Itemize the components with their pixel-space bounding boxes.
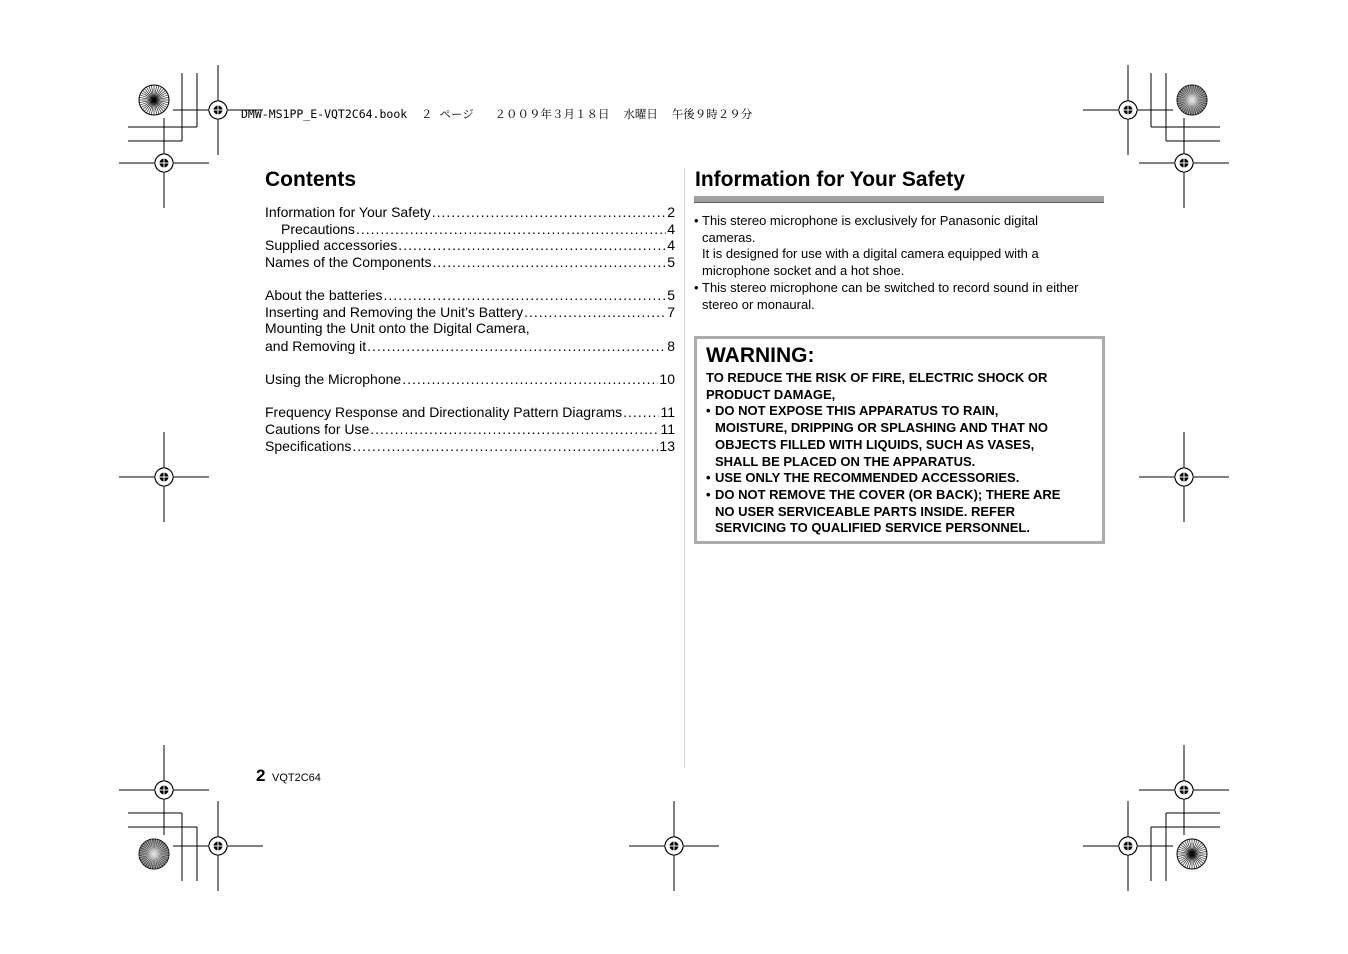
safety-bullet-1 (694, 213, 1109, 280)
warning-text-line: DO NOT REMOVE THE COVER (OR BACK); THERE ARE (715, 486, 1061, 502)
toc-item-supplied-accessories[interactable] (265, 237, 675, 254)
safety-text-line: cameras. (702, 229, 756, 245)
registration-mark-right-upper (1139, 118, 1229, 208)
warning-body (706, 370, 1098, 537)
warning-intro: PRODUCT DAMAGE, (706, 386, 836, 402)
bullet-icon: • (706, 486, 711, 502)
registration-mark-right-lower (1139, 745, 1229, 835)
safety-bullets (694, 213, 1109, 313)
toc-label: Names of the Components (265, 254, 432, 270)
warning-text-line: SERVICING TO QUALIFIED SERVICE PERSONNEL. (715, 520, 1030, 536)
toc-label: About the batteries (265, 287, 383, 303)
warning-item-3 (706, 487, 1098, 537)
toc-item-mounting-line1[interactable]: Mounting the Unit onto the Digital Camera, (265, 320, 530, 336)
warning-text-line: DO NOT EXPOSE THIS APPARATUS TO RAIN, (715, 403, 999, 419)
safety-text-line: stereo or monaural. (702, 296, 815, 312)
toc-page: 2 (667, 204, 675, 220)
print-header-weekday: 水曜日 (623, 107, 658, 121)
warning-text-line: USE ONLY THE RECOMMENDED ACCESSORIES. (715, 470, 1020, 486)
toc-page: 11 (660, 404, 675, 420)
warning-intro: TO REDUCE THE RISK OF FIRE, ELECTRIC SHOCK OR (706, 370, 1048, 385)
toc-page: 5 (667, 287, 675, 303)
warning-text-line: OBJECTS FILLED WITH LIQUIDS, SUCH AS VASES, (715, 436, 1035, 452)
toc-label: and Removing it (265, 338, 367, 354)
toc-item-precautions[interactable] (281, 221, 675, 238)
print-header-page: ２ ページ (421, 107, 474, 121)
toc-item-using-microphone[interactable] (265, 371, 675, 388)
warning-text-line: MOISTURE, DRIPPING OR SPLASHING AND THAT NO (715, 420, 1048, 436)
title-rule (694, 196, 1104, 203)
toc-page: 4 (667, 221, 675, 237)
toc-label: Supplied accessories (265, 237, 398, 253)
safety-title: Information for Your Safety (695, 168, 965, 191)
toc-label: Information for Your Safety (265, 204, 431, 220)
warning-text-line: SHALL BE PLACED ON THE APPARATUS. (715, 453, 976, 469)
toc-page: 11 (660, 421, 675, 437)
toc-item-about-batteries[interactable] (265, 287, 675, 304)
registration-mark-left-lower (119, 745, 209, 835)
print-header-file: DMW-MS1PP_E-VQT2C64.book (241, 107, 408, 121)
bullet-icon: • (694, 279, 699, 295)
toc-item-inserting-battery[interactable] (265, 304, 675, 321)
toc-page: 10 (659, 371, 675, 387)
safety-bullet-2 (694, 280, 1109, 313)
bullet-icon: • (706, 403, 711, 419)
toc-item-safety[interactable] (265, 204, 675, 221)
toc-page: 13 (659, 438, 675, 454)
print-header-time: 午後９時２９分 (671, 107, 753, 121)
toc-item-mounting[interactable] (265, 338, 675, 355)
toc-page: 5 (667, 254, 675, 270)
toc-page: 7 (667, 304, 675, 320)
warning-item-1 (706, 403, 1098, 470)
warning-item-2 (706, 470, 1098, 487)
safety-text-line: It is designed for use with a digital camera equipped with a (702, 246, 1039, 262)
warning-box (694, 336, 1105, 544)
toc-label: Specifications (265, 438, 352, 454)
safety-text-line: microphone socket and a hot shoe. (702, 263, 905, 279)
contents-title: Contents (265, 168, 356, 191)
column-divider (684, 168, 685, 768)
toc-item-names-of-components[interactable] (265, 254, 675, 271)
registration-mark-left-upper (119, 118, 209, 208)
safety-text-line: This stereo microphone is exclusively for Panasonic digital (702, 213, 1038, 228)
print-header-date: ２００９年３月１８日 (494, 107, 610, 121)
bullet-icon: • (694, 213, 699, 228)
registration-mark-bottom-right (1083, 801, 1173, 891)
registration-mark-top-right (1083, 65, 1173, 155)
toc-page: 4 (667, 237, 675, 253)
star-target-top-left (139, 85, 169, 115)
toc-label: Cautions for Use (265, 421, 370, 437)
toc-label: Using the Microphone (265, 371, 402, 387)
safety-text-line: This stereo microphone can be switched to record sound in either (702, 279, 1079, 295)
star-target-bottom-right (1177, 839, 1207, 869)
toc-label: Inserting and Removing the Unit’s Battery (265, 304, 524, 320)
registration-mark-bottom-left (173, 801, 263, 891)
warning-title: WARNING: (706, 344, 815, 367)
toc-item-cautions[interactable] (265, 421, 675, 438)
page-number: 2 (256, 766, 266, 785)
print-header (241, 106, 752, 122)
registration-mark-right-middle (1139, 432, 1229, 522)
bullet-icon: • (706, 470, 711, 486)
document-code: VQT2C64 (272, 772, 321, 784)
toc-page: 8 (667, 338, 675, 354)
registration-mark-bottom-center (629, 801, 719, 891)
warning-text-line: NO USER SERVICEABLE PARTS INSIDE. REFER (715, 503, 1016, 519)
toc-label: Precautions (281, 221, 355, 237)
toc-item-frequency-response[interactable] (265, 404, 675, 421)
star-target-top-right (1177, 85, 1207, 115)
registration-mark-left-middle (119, 432, 209, 522)
toc-item-specifications[interactable] (265, 438, 675, 455)
toc-label: Frequency Response and Directionality Pattern Diagrams (265, 404, 623, 420)
star-target-bottom-left (139, 839, 169, 869)
